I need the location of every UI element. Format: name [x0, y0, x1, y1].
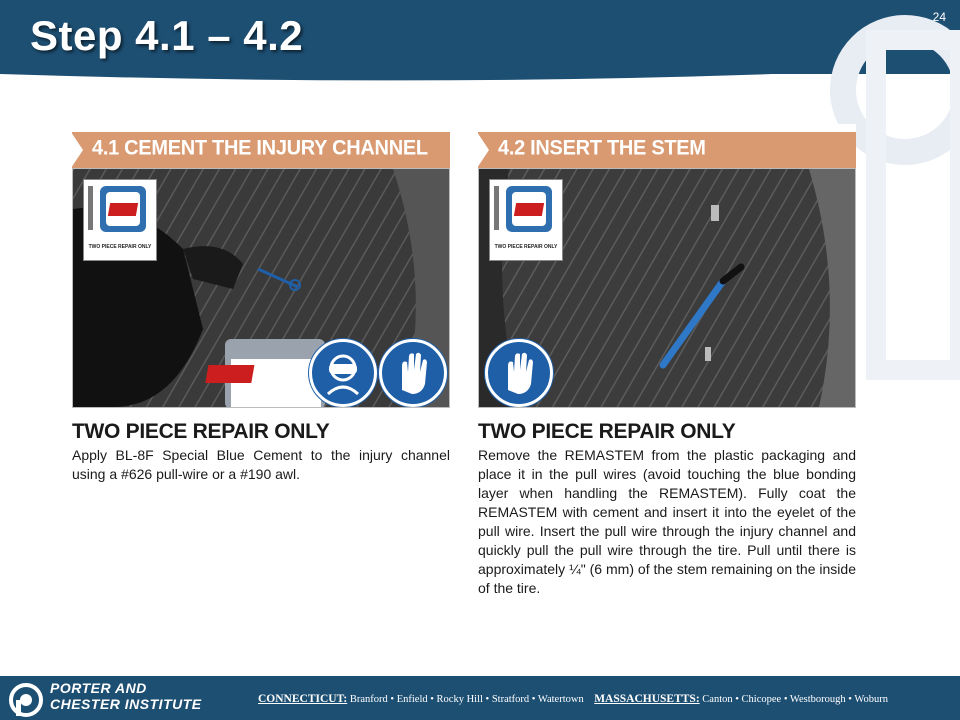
protective-glove-icon [379, 339, 447, 407]
step-banner [478, 124, 856, 168]
connecticut-locations: Branford • Enfield • Rocky Hill • Stratford • Watertown [349, 694, 584, 705]
step-banner-label: 4.1 CEMENT THE INJURY CHANNEL [92, 136, 428, 160]
massachusetts-locations: Canton • Chicopee • Westborough • Woburn [702, 694, 888, 705]
step-banner [72, 124, 450, 168]
badge-caption: TWO PIECE REPAIR ONLY [494, 244, 558, 250]
repair-type-heading: TWO PIECE REPAIR ONLY [72, 420, 330, 443]
connecticut-label: CONNECTICUT: [258, 693, 348, 705]
rema-tip-top-logo [506, 186, 552, 232]
tire-cement-photo [72, 168, 450, 408]
step-instructions: Apply BL-8F Special Blue Cement to the injury channel using a #626 pull-wire or a #190 awl. [72, 447, 450, 482]
massachusetts-label: MASSACHUSETTS: [594, 693, 700, 705]
step-instructions: Remove the REMASTEM from the plastic packaging and place it in the pull wires (avoid touching the blue bonding layer when handling the REMASTEM). Fully coat the REMASTEM with cement and insert it into the eyelet of the pull wire. Insert the pull wire through the injury channel and quickly pull the pull wire through the tire. Pull until there is approximately ¼" (6 mm) of the stem remaining on the inside of the tire. [478, 447, 856, 596]
step-4-2-panel [478, 124, 856, 598]
rema-tip-top-badge [83, 179, 157, 261]
brand-line-2: CHESTER INSTITUTE [50, 696, 202, 712]
rema-tip-top-logo [100, 186, 146, 232]
safety-goggles-icon [309, 339, 377, 407]
tire-stem-photo [478, 168, 856, 408]
badge-caption: TWO PIECE REPAIR ONLY [88, 244, 152, 250]
institute-name [50, 680, 202, 712]
protective-glove-icon [485, 339, 553, 407]
page-number: 24 [932, 10, 946, 24]
porter-chester-logo-icon [8, 682, 44, 718]
campus-locations [258, 693, 888, 705]
step-banner-label: 4.2 INSERT THE STEM [498, 136, 706, 160]
brand-line-1: PORTER AND [50, 680, 147, 696]
slide-title: Step 4.1 – 4.2 [30, 12, 304, 59]
rema-tip-top-badge [489, 179, 563, 261]
step-4-1-panel [72, 124, 450, 484]
repair-type-heading: TWO PIECE REPAIR ONLY [478, 420, 736, 443]
